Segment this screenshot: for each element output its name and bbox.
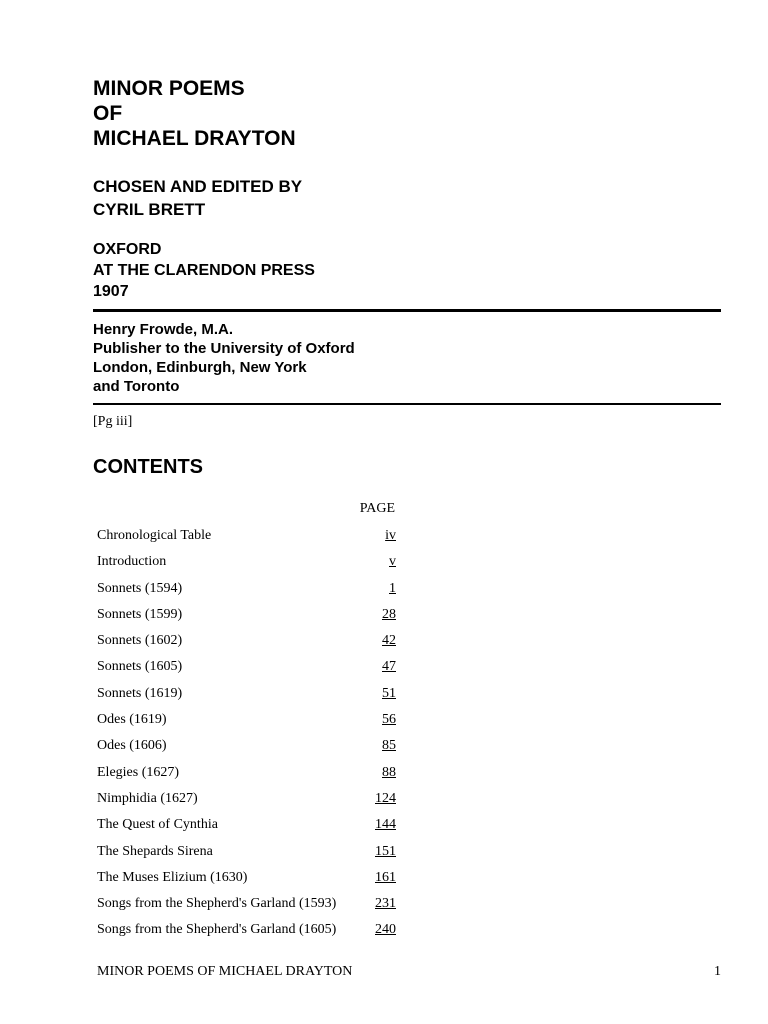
toc-entry-title: Sonnets (1594) [97, 580, 183, 596]
toc-row [97, 709, 396, 735]
toc-entry-title: Chronological Table [97, 528, 212, 543]
toc-row [97, 735, 396, 761]
horizontal-rule-bottom [93, 403, 721, 405]
toc-page-link[interactable]: 144 [375, 817, 396, 833]
contents-heading: CONTENTS [93, 456, 203, 478]
toc-entry-title: Sonnets (1605) [97, 659, 183, 675]
toc-page-link[interactable]: 51 [382, 685, 396, 701]
toc-entry-title: The Shepards Sirena [97, 843, 213, 859]
toc-page-link[interactable]: 85 [382, 738, 396, 754]
running-footer-title: MINOR POEMS OF MICHAEL DRAYTON [97, 964, 353, 979]
imprint-line-2: AT THE CLARENDON PRESS [93, 262, 315, 279]
toc-page-link[interactable]: 56 [382, 712, 396, 728]
title-line-3: MICHAEL DRAYTON [93, 127, 296, 150]
toc-entry-title: Songs from the Shepherd's Garland (1605) [97, 922, 337, 938]
toc-row [97, 867, 396, 893]
editor-credit [93, 175, 302, 221]
toc-page-link[interactable]: iv [385, 528, 396, 543]
publisher-line-2: Publisher to the University of Oxford [93, 340, 355, 357]
imprint-line-3: 1907 [93, 283, 129, 300]
toc-page-link[interactable]: 1 [389, 580, 396, 596]
toc-row [97, 762, 396, 788]
toc-row [97, 841, 396, 867]
toc-entry-title: Nimphidia (1627) [97, 790, 198, 806]
publisher-line-4: and Toronto [93, 378, 180, 395]
toc-page-link[interactable]: 240 [375, 922, 396, 938]
page-marker: [Pg iii] [93, 414, 133, 429]
toc-row [97, 551, 396, 577]
title-line-2: OF [93, 102, 123, 125]
book-title [93, 76, 296, 151]
toc-row [97, 683, 396, 709]
toc-row [97, 630, 396, 656]
page-column-label: PAGE [359, 501, 395, 516]
editor-line-2: CYRIL BRETT [93, 200, 206, 219]
toc-entry-title: Odes (1619) [97, 712, 167, 728]
editor-line-1: CHOSEN AND EDITED BY [93, 177, 303, 196]
toc-entry-title: Odes (1606) [97, 738, 167, 754]
imprint-line-1: OXFORD [93, 241, 162, 258]
toc-page-link[interactable]: 88 [382, 764, 396, 780]
footer-page-number: 1 [714, 964, 721, 979]
toc-row [97, 814, 396, 840]
title-line-1: MINOR POEMS [93, 77, 245, 100]
toc-row [97, 919, 396, 945]
toc-entry-title: The Quest of Cynthia [97, 817, 218, 833]
toc-page-link[interactable]: 47 [382, 659, 396, 675]
toc-page-link[interactable]: 124 [375, 790, 396, 806]
publisher-line-1: Henry Frowde, M.A. [93, 321, 234, 338]
imprint [93, 239, 315, 302]
publisher-line-3: London, Edinburgh, New York [93, 359, 307, 376]
toc-row [97, 525, 396, 551]
toc-page-link[interactable]: 42 [382, 633, 396, 649]
toc-entry-title: The Muses Elizium (1630) [97, 869, 248, 885]
toc-entry-title: Songs from the Shepherd's Garland (1593) [97, 896, 337, 912]
toc-row [97, 788, 396, 814]
toc-entry-title: Sonnets (1619) [97, 685, 183, 701]
toc-row [97, 578, 396, 604]
toc-page-link[interactable]: 151 [375, 843, 396, 859]
toc-row [97, 604, 396, 630]
toc-entry-title: Elegies (1627) [97, 764, 180, 780]
toc-entry-title: Sonnets (1599) [97, 606, 183, 622]
contents-table [97, 525, 396, 946]
publisher-block [93, 320, 355, 396]
horizontal-rule-top [93, 309, 721, 312]
toc-entry-title: Sonnets (1602) [97, 633, 183, 649]
toc-page-link[interactable]: 231 [375, 896, 396, 912]
toc-entry-title: Introduction [97, 554, 167, 570]
toc-page-link[interactable]: 28 [382, 606, 396, 622]
toc-page-link[interactable]: v [389, 554, 396, 570]
toc-row [97, 656, 396, 682]
toc-row [97, 893, 396, 919]
toc-page-link[interactable]: 161 [375, 869, 396, 885]
